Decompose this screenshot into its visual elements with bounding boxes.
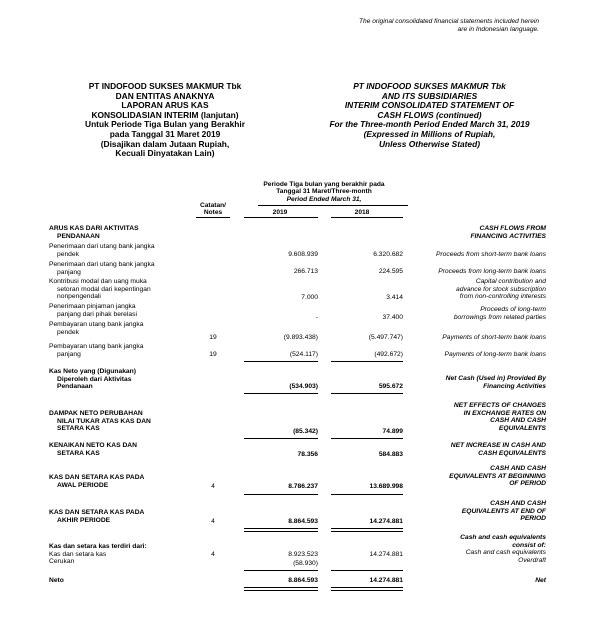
- subtotal-rule-2018: [331, 361, 403, 362]
- row-en-label: NET EFFECTS OF CHANGES IN EXCHANGE RATES ON CASH AND CASH EQUIVALENTS: [453, 402, 546, 432]
- row-long-term-loan-payments: Pembayaran utang bank jangka panjang: [49, 343, 144, 358]
- cash-beginning-period: KAS DAN SETARA KAS PADA AWAL PERIODE: [49, 474, 145, 489]
- row-capital-contribution: Kontribusi modal dan uang muka setoran modal dari kepentingan nonpengendali: [49, 278, 151, 301]
- value-2019: (524.117): [289, 351, 318, 358]
- note-ref: 4: [211, 518, 215, 525]
- value-2019-overdraft: (58.930): [293, 560, 318, 567]
- notes-header-rule: [196, 217, 230, 218]
- row-related-party-borrowings: Penerimaan pinjaman jangka panjang dari pihak berelasi: [49, 303, 137, 318]
- row-en-label: Proceeds of long-term borrowings from related parties: [453, 306, 546, 321]
- rule-2019: [244, 494, 318, 495]
- value-2018: 14.274.881: [369, 518, 403, 525]
- value-2018: 6.320.682: [373, 251, 403, 258]
- note-ref: 4: [211, 551, 215, 558]
- year-2018-header: 2018: [354, 209, 370, 216]
- value-2018-cash: 14.274.881: [369, 551, 403, 558]
- row-short-term-loan-proceeds: Penerimaan dari utang bank jangka pendek: [49, 243, 155, 258]
- value-2018: (492.672): [374, 351, 403, 358]
- row-en-label: Proceeds from short-term bank loans: [435, 251, 546, 258]
- double-rule-2018: [331, 528, 403, 532]
- value-2018: 584.883: [378, 451, 403, 458]
- value-2019: 8.864.593: [288, 518, 318, 525]
- net-cash-financing: Kas Neto yang (Digunakan) Diperoleh dari Aktivitas Pendanaan: [49, 368, 136, 391]
- value-2018: 37.400: [382, 314, 403, 321]
- note-ref: 4: [211, 483, 215, 490]
- cash-composition: Kas dan setara kas terdiri dari: Kas dan setara kas Cerukan: [49, 543, 147, 566]
- row-en-label: Net: [535, 577, 546, 584]
- net-increase-cash: KENAIKAN NETO KAS DAN SETARA KAS: [49, 442, 137, 457]
- rule-2018: [331, 438, 403, 439]
- row-en-label: Payments of long-term bank loans: [444, 351, 546, 358]
- year-2019-header-rule: [244, 217, 318, 218]
- total-rule-2019: [244, 393, 318, 394]
- row-en-label: NET INCREASE IN CASH AND CASH EQUIVALENTS: [450, 442, 546, 457]
- rule-2019: [244, 570, 318, 571]
- financing-activities-heading: ARUS KAS DARI AKTIVITAS PENDANAAN: [49, 225, 139, 240]
- cash-end-period: KAS DAN SETARA KAS PADA AKHIR PERIODE: [49, 509, 145, 524]
- header-indonesian: PT INDOFOOD SUKSES MAKMUR Tbk DAN ENTITAS ANAKNYA LAPORAN ARUS KAS KONSOLIDASIAN INTERIM (lanjutan) Untuk Periode Tiga Bulan yang Berakhir pada Tanggal 31 Maret 2019 (Disajikan dalam Jutaan Rupiah, Kecuali Dinyatakan Lain): [85, 81, 245, 159]
- row-en-label: CASH AND CASH EQUIVALENTS AT BEGINNING OF PERIOD: [449, 465, 546, 488]
- financing-activities-heading-en: CASH FLOWS FROM FINANCING ACTIVITIES: [470, 225, 546, 240]
- value-2018: (5.497.747): [368, 334, 403, 341]
- value-2019: -: [315, 314, 318, 321]
- row-en-label: Payments of short-term bank loans: [442, 334, 546, 341]
- value-2019: (85.342): [293, 428, 318, 435]
- value-2019: 7.000: [301, 294, 318, 301]
- double-rule-2018: [331, 587, 403, 591]
- rule-2018: [331, 494, 403, 495]
- subtotal-rule-2019: [244, 361, 318, 362]
- row-en-label: Cash and cash equivalents consist of: Cash and cash equivalents Overdraft: [460, 534, 546, 564]
- double-rule-2019: [244, 587, 318, 591]
- double-rule-2019: [244, 528, 318, 532]
- period-header-rule: [258, 205, 408, 206]
- rule-2019: [244, 438, 318, 439]
- value-2018: 224.595: [378, 268, 403, 275]
- value-2018: 14.274.881: [369, 577, 403, 584]
- value-2019: (9.893.438): [283, 334, 318, 341]
- value-2019: (534.903): [289, 383, 318, 390]
- period-column-header: Periode Tiga bulan yang berakhir pada Tanggal 31 Maret/Three-month Period Ended March 31,: [263, 181, 385, 203]
- year-2019-header: 2019: [272, 209, 288, 216]
- value-2018: 3.414: [386, 294, 403, 301]
- rule-2018: [331, 570, 403, 571]
- value-2019: 78.356: [297, 451, 318, 458]
- value-2019: 9.608.939: [288, 251, 318, 258]
- total-rule-2018: [331, 393, 403, 394]
- row-long-term-loan-proceeds: Penerimaan dari utang bank jangka panjang: [49, 261, 155, 276]
- note-ref: 19: [209, 351, 217, 358]
- value-2019: 8.864.593: [288, 577, 318, 584]
- net-total: Neto: [49, 577, 64, 584]
- value-2019-cash: 8.923.523: [288, 551, 318, 558]
- value-2018: 13.689.998: [369, 483, 403, 490]
- value-2019: 266.713: [293, 268, 318, 275]
- exchange-rate-effects: DAMPAK NETO PERUBAHAN NILAI TUKAR ATAS KAS DAN SETARA KAS: [49, 410, 151, 433]
- row-en-label: Proceeds from long-term bank loans: [438, 268, 546, 275]
- notes-column-header: Catatan/ Notes: [199, 202, 226, 217]
- row-en-label: CASH AND CASH EQUIVALENTS AT END OF PERIOD: [461, 500, 546, 523]
- header-english: PT INDOFOOD SUKSES MAKMUR Tbk AND ITS SUBSIDIARIES INTERIM CONSOLIDATED STATEMENT OF CASH FLOWS (continued) For the Three-month Period Ended March 31, 2019 (Expressed in Millions of Rupiah, Unless Otherwise Stated): [329, 81, 530, 149]
- value-2019: 8.786.237: [288, 483, 318, 490]
- value-2018: 74.899: [382, 428, 403, 435]
- row-en-label: Net Cash (Used in) Provided By Financing Activities: [445, 375, 546, 390]
- row-short-term-loan-payments: Pembayaran utang bank jangka pendek: [49, 321, 144, 336]
- row-en-label: Capital contribution and advance for stock subscription from non-controlling interests: [456, 278, 546, 301]
- note-ref: 19: [209, 334, 217, 341]
- value-2018: 595.672: [378, 383, 403, 390]
- year-2018-header-rule: [331, 217, 403, 218]
- language-note: The original consolidated financial statements included herein are in Indonesian language.: [359, 18, 539, 33]
